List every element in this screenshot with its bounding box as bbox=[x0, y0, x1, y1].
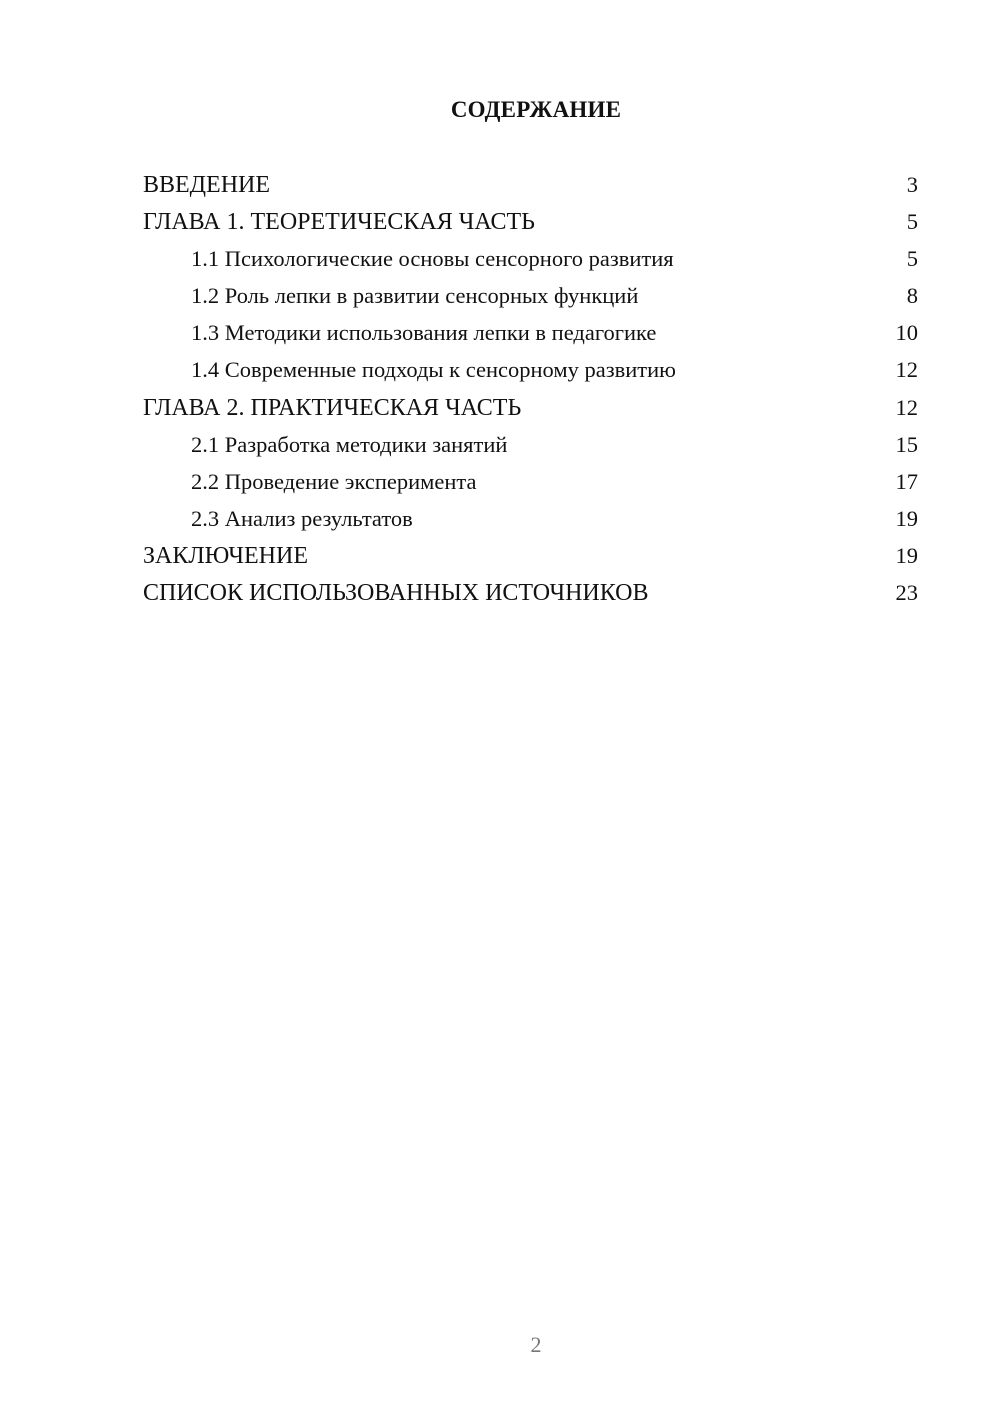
toc-entry-label: 1.2 Роль лепки в развитии сенсорных функций bbox=[191, 283, 639, 309]
toc-entry-references[interactable] bbox=[143, 574, 918, 611]
toc-entry-label: 2.3 Анализ результатов bbox=[191, 505, 413, 531]
toc-entry-label: ЗАКЛЮЧЕНИЕ bbox=[143, 542, 308, 569]
toc-entry-page: 19 bbox=[895, 542, 918, 568]
toc-entry-page: 17 bbox=[895, 468, 918, 494]
toc-entry-page: 10 bbox=[895, 320, 918, 346]
toc-entry-label: ГЛАВА 2. ПРАКТИЧЕСКАЯ ЧАСТЬ bbox=[143, 394, 522, 421]
toc-entry-page: 12 bbox=[895, 394, 918, 420]
toc-entry-section-2-1[interactable] bbox=[143, 426, 918, 463]
toc-entry-chapter-2[interactable] bbox=[143, 389, 918, 426]
page-number: 2 bbox=[530, 1332, 542, 1357]
toc-entry-section-2-2[interactable] bbox=[143, 463, 918, 500]
toc-entry-label: 2.1 Разработка методики занятий bbox=[191, 431, 508, 457]
toc-entry-page: 5 bbox=[906, 246, 918, 272]
toc-entry-page: 19 bbox=[895, 505, 918, 531]
toc-entry-page: 8 bbox=[906, 283, 918, 309]
toc-entry-label: ГЛАВА 1. ТЕОРЕТИЧЕСКАЯ ЧАСТЬ bbox=[143, 209, 535, 236]
table-of-contents bbox=[143, 166, 918, 611]
toc-entry-page: 23 bbox=[895, 580, 918, 606]
toc-entry-page: 12 bbox=[895, 357, 918, 383]
toc-entry-label: 2.2 Проведение эксперимента bbox=[191, 468, 477, 494]
toc-entry-chapter-1[interactable] bbox=[143, 203, 918, 240]
toc-entry-introduction[interactable] bbox=[143, 166, 918, 203]
toc-entry-label: 1.1 Психологические основы сенсорного развития bbox=[191, 246, 674, 272]
toc-entry-label: 1.4 Современные подходы к сенсорному развитию bbox=[191, 357, 676, 383]
toc-entry-section-2-3[interactable] bbox=[143, 500, 918, 537]
toc-entry-page: 15 bbox=[895, 431, 918, 457]
toc-entry-page: 5 bbox=[906, 209, 918, 235]
page-title: СОДЕРЖАНИЕ bbox=[450, 97, 622, 122]
toc-entry-section-1-1[interactable] bbox=[143, 240, 918, 277]
toc-entry-label: СПИСОК ИСПОЛЬЗОВАННЫХ ИСТОЧНИКОВ bbox=[143, 580, 649, 607]
toc-entry-section-1-2[interactable] bbox=[143, 277, 918, 314]
toc-entry-conclusion[interactable] bbox=[143, 537, 918, 574]
toc-entry-section-1-3[interactable] bbox=[143, 314, 918, 351]
toc-entry-section-1-4[interactable] bbox=[143, 351, 918, 388]
toc-entry-page: 3 bbox=[906, 172, 918, 197]
toc-entry-label: ВВЕДЕНИЕ bbox=[143, 172, 271, 198]
toc-entry-label: 1.3 Методики использования лепки в педагогике bbox=[191, 320, 657, 346]
